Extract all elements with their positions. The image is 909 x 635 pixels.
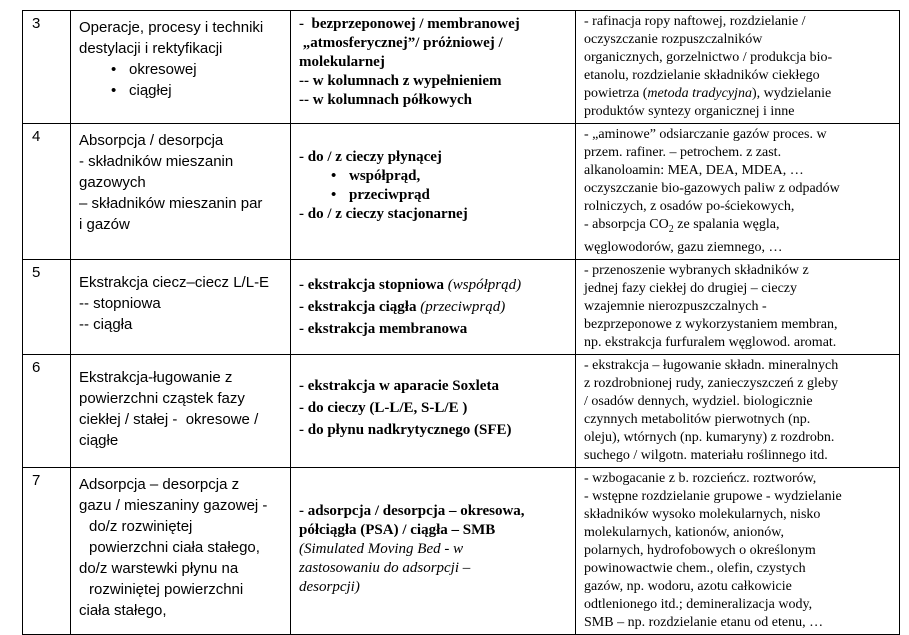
- application-line: SMB – np. rozdzielanie etanu od etenu, …: [584, 614, 824, 630]
- text-segment: ), wydzielanie: [751, 86, 832, 101]
- method-note-line: desorpcji): [299, 578, 360, 595]
- process-line: ciała stałego,: [79, 601, 167, 619]
- application-line: oczyszczanie bio-gazowych paliw z odpadów: [584, 181, 840, 196]
- method-line: - bezprzeponowej / membranowej: [299, 16, 520, 32]
- method-line: - do cieczy (L-L/E, S-L/E ): [299, 399, 468, 416]
- table-row: [23, 354, 900, 467]
- text-segment: - absorpcja CO: [584, 217, 669, 232]
- application-line: wzajemnie nierozpuszczalnych -: [584, 298, 767, 314]
- application-line: jednej fazy ciekłej do drugiej – cieczy: [584, 280, 798, 296]
- table-row: [23, 259, 900, 354]
- process-cell: [71, 11, 291, 124]
- italic-segment: (współprąd): [447, 276, 522, 293]
- process-line: – składników mieszanin par: [79, 195, 263, 212]
- method-cell: [291, 467, 576, 634]
- process-cell: [71, 124, 291, 260]
- method-line: molekularnej: [299, 54, 385, 70]
- process-line: powierzchni ciała stałego,: [89, 538, 260, 556]
- application-cell: [576, 467, 900, 634]
- application-line: - ekstrakcja – ługowanie składn. mineralnych: [584, 357, 839, 373]
- subscript: 2: [668, 223, 674, 235]
- application-line: etanolu, rozdzielanie składników ciekłego: [584, 68, 820, 83]
- method-line: półciągła (PSA) / ciągła – SMB: [299, 521, 496, 538]
- method-cell: [291, 354, 576, 467]
- method-cell: [291, 124, 576, 260]
- process-cell: [71, 354, 291, 467]
- method-cell: [291, 259, 576, 354]
- process-line: Ekstrakcja-ługowanie z: [79, 368, 233, 386]
- table-row: [23, 11, 900, 124]
- application-line: przem. rafiner. – petrochem. z zast.: [584, 145, 782, 160]
- process-line: gazu / mieszaniny gazowej -: [79, 496, 268, 514]
- process-line: Operacje, procesy i techniki: [79, 19, 264, 36]
- application-line: bezprzeponowe z wykorzystaniem membran,: [584, 316, 838, 332]
- application-cell: [576, 11, 900, 124]
- application-line: polarnych, hydrofobowych o określonym: [584, 542, 816, 558]
- application-line: [584, 216, 893, 239]
- method-line: - ekstrakcja membranowa: [299, 320, 468, 337]
- process-line: powierzchni cząstek fazy: [79, 389, 245, 407]
- application-line: gazów, np. wodoru, azotu całkowicie: [584, 578, 792, 594]
- application-line: alkanoloamin: MEA, DEA, MDEA, …: [584, 163, 804, 178]
- process-line: do/z rozwiniętej: [89, 517, 193, 535]
- method-line: - do / z cieczy stacjonarnej: [299, 206, 468, 222]
- text-segment: ze spalania węgla,: [673, 217, 780, 232]
- application-line: czynnych metabolitów pierwotnych (np.: [584, 411, 811, 427]
- process-line: destylacji i rektyfikacji: [79, 40, 223, 57]
- method-cell: [291, 11, 576, 124]
- process-line: Absorpcja / desorpcja: [79, 132, 224, 149]
- text-segment: - ekstrakcja ciągła: [299, 298, 421, 315]
- application-line: z rozdrobnionej rudy, zanieczyszczeń z gleby: [584, 375, 839, 391]
- text-segment: powietrza (: [584, 86, 648, 101]
- row-number: 4: [23, 124, 71, 260]
- method-bullet: • współprąd,: [299, 167, 569, 186]
- application-line: - przenoszenie wybranych składników z: [584, 262, 809, 278]
- process-line: do/z warstewki płynu na: [79, 559, 239, 577]
- process-line: Adsorpcja – desorpcja z: [79, 475, 240, 493]
- application-line: molekularnych, kationów, anionów,: [584, 524, 784, 540]
- application-line: - wstępne rozdzielanie grupowe - wydzielanie: [584, 488, 842, 504]
- application-line: oleju), wtórnych (np. kumaryny) z rozdrobn.: [584, 429, 835, 445]
- method-note-line: (Simulated Moving Bed - w: [299, 540, 464, 557]
- application-line: organicznych, gorzelnictwo / produkcja bio-: [584, 50, 833, 65]
- process-line: ciekłej / stałej - okresowe /: [79, 410, 259, 428]
- method-line: - do / z cieczy płynącej: [299, 149, 442, 165]
- application-line: produktów syntezy organicznej i inne: [584, 104, 795, 119]
- italic-segment: (przeciwprąd): [420, 298, 506, 315]
- row-number: 3: [23, 11, 71, 124]
- process-line: ciągłe: [79, 431, 119, 449]
- method-line: -- w kolumnach z wypełnieniem: [299, 73, 502, 89]
- method-line: -- w kolumnach półkowych: [299, 92, 472, 108]
- italic-segment: metoda tradycyjna: [647, 86, 752, 101]
- application-cell: [576, 124, 900, 260]
- application-line: rolniczych, z osadów po-ściekowych,: [584, 199, 795, 214]
- method-line: „atmosferycznej”/ próżniowej /: [299, 35, 503, 51]
- process-line: rozwiniętej powierzchni: [89, 580, 244, 598]
- application-line: składników wysoko molekularnych, nisko: [584, 506, 821, 522]
- table-row: [23, 467, 900, 634]
- application-line: oczyszczanie rozpuszczalników: [584, 32, 763, 47]
- application-cell: [576, 259, 900, 354]
- row-number: 7: [23, 467, 71, 634]
- method-line: - adsorpcja / desorpcja – okresowa,: [299, 502, 525, 519]
- table-row: [23, 124, 900, 260]
- method-line: - ekstrakcja w aparacie Soxleta: [299, 377, 499, 394]
- process-line: Ekstrakcja ciecz–ciecz L/L-E: [79, 273, 270, 291]
- process-bullet: • okresowej: [79, 59, 284, 80]
- method-note-line: zastosowaniu do adsorpcji –: [299, 559, 471, 576]
- application-line: suchego / wilgotn. materiału roślinnego itd.: [584, 447, 828, 463]
- process-cell: [71, 259, 291, 354]
- row-number: 5: [23, 259, 71, 354]
- application-line: [584, 85, 893, 103]
- method-bullet: • przeciwprąd: [299, 186, 569, 205]
- method-line: - do płynu nadkrytycznego (SFE): [299, 421, 512, 438]
- row-number: 6: [23, 354, 71, 467]
- application-line: - wzbogacanie z b. rozcieńcz. roztworów,: [584, 470, 817, 486]
- process-line: gazowych: [79, 174, 146, 191]
- application-cell: [576, 354, 900, 467]
- application-line: powinowactwie chem., olefin, czystych: [584, 560, 806, 576]
- process-line: -- stopniowa: [79, 294, 161, 312]
- application-line: - „aminowe” odsiarczanie gazów proces. w: [584, 127, 827, 142]
- method-line: [299, 296, 569, 318]
- method-line: [299, 274, 569, 296]
- process-bullet: • ciągłej: [79, 80, 284, 101]
- process-cell: [71, 467, 291, 634]
- application-line: odtlenionego itd.; demineralizacja wody,: [584, 596, 813, 612]
- process-line: - składników mieszanin: [79, 153, 234, 170]
- process-table: [22, 10, 900, 635]
- process-line: -- ciągła: [79, 315, 133, 333]
- application-line: np. ekstrakcja furfuralem węglowod. aromat.: [584, 334, 837, 350]
- text-segment: - ekstrakcja stopniowa: [299, 276, 448, 293]
- application-line: / osadów dennych, wydziel. biologicznie: [584, 393, 813, 409]
- process-line: i gazów: [79, 216, 130, 233]
- application-line: węglowodorów, gazu ziemnego, …: [584, 239, 783, 255]
- application-line: - rafinacja ropy naftowej, rozdzielanie /: [584, 14, 806, 29]
